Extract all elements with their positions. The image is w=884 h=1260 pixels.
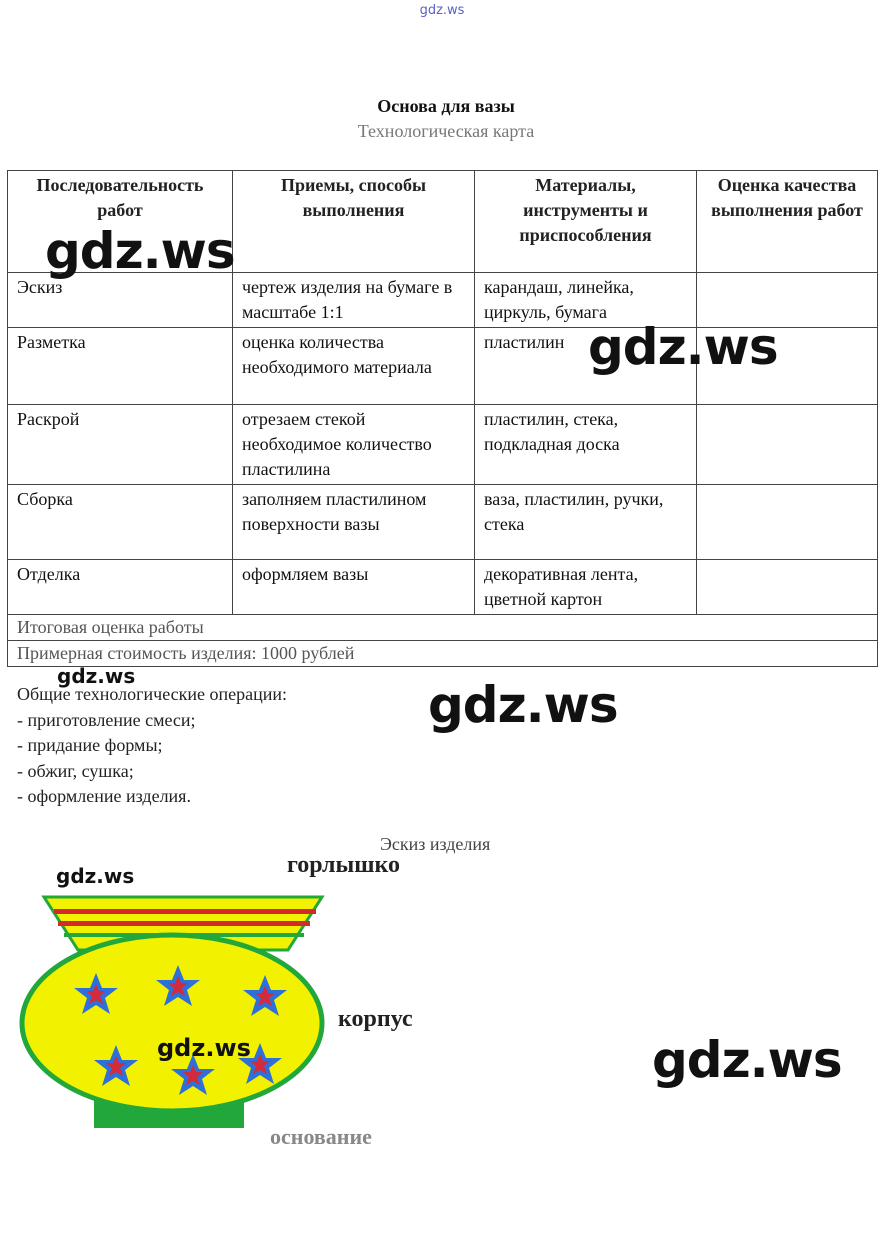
body-label: корпус [338,1006,413,1032]
header-sequence: Последовательность работ [8,171,233,273]
vase-body [22,935,322,1111]
table-cell: декоративная лента, цветной картон [475,560,697,615]
operations-heading: Общие технологические операции: [17,684,288,704]
watermark: gdz.ws [45,222,235,280]
table-cell [697,405,878,485]
watermark: gdz.ws [56,864,135,888]
neck-stripe [58,921,310,926]
table-cell: Эскиз [8,273,233,328]
neck-stripe [54,909,316,914]
watermark-top: gdz.ws [419,3,465,18]
table-cell: чертеж изделия на бумаге в масштабе 1:1 [233,273,475,328]
table-cell: Сборка [8,485,233,560]
table-cell: Разметка [8,328,233,405]
table-cell: карандаш, линейка, циркуль, бумага [475,273,697,328]
watermark: gdz.ws [588,318,778,376]
table-row [8,485,878,560]
table-cell: заполняем пластилином поверхности вазы [233,485,475,560]
approx-cost-row [8,641,878,667]
table-cell: пластилин, стека, подкладная доска [475,405,697,485]
header-quality: Оценка качества выполнения работ [697,171,878,273]
vase-sketch-image [18,890,328,1130]
neck-label: горлышко [287,852,401,878]
table-cell: Отделка [8,560,233,615]
document-title: Основа для вазы [377,96,515,116]
table-cell [697,485,878,560]
operations-list [17,682,287,810]
watermark: gdz.ws [428,676,618,734]
table-cell: оценка количества необходимого материала [233,328,475,405]
table-cell: оформляем вазы [233,560,475,615]
watermark: gdz.ws [57,664,136,688]
table-cell: пластилин [475,328,697,405]
table-row [8,560,878,615]
table-row [8,405,878,485]
total-score-row [8,615,878,641]
watermark: gdz.ws [652,1031,842,1089]
list-item: - придание формы; [17,735,163,755]
document-subtitle: Технологическая карта [357,121,535,141]
list-item: - оформление изделия. [17,786,191,806]
table-cell: ваза, пластилин, ручки, стека [475,485,697,560]
total-score: Итоговая оценка работы [8,615,878,641]
watermark: gdz.ws [157,1034,251,1062]
sketch-title: Эскиз изделия [380,834,491,854]
table-cell: отрезаем стекой необходимое количество пластилина [233,405,475,485]
list-item: - обжиг, сушка; [17,760,134,781]
table-cell: Раскрой [8,405,233,485]
header-methods: Приемы, способы выполнения [233,171,475,273]
header-materials: Материалы, инструменты и приспособления [475,171,697,273]
list-item: - приготовление смеси; [17,709,196,730]
table-cell [697,560,878,615]
approx-cost: Примерная стоимость изделия: 1000 рублей [8,641,878,667]
base-label: основание [270,1124,372,1149]
